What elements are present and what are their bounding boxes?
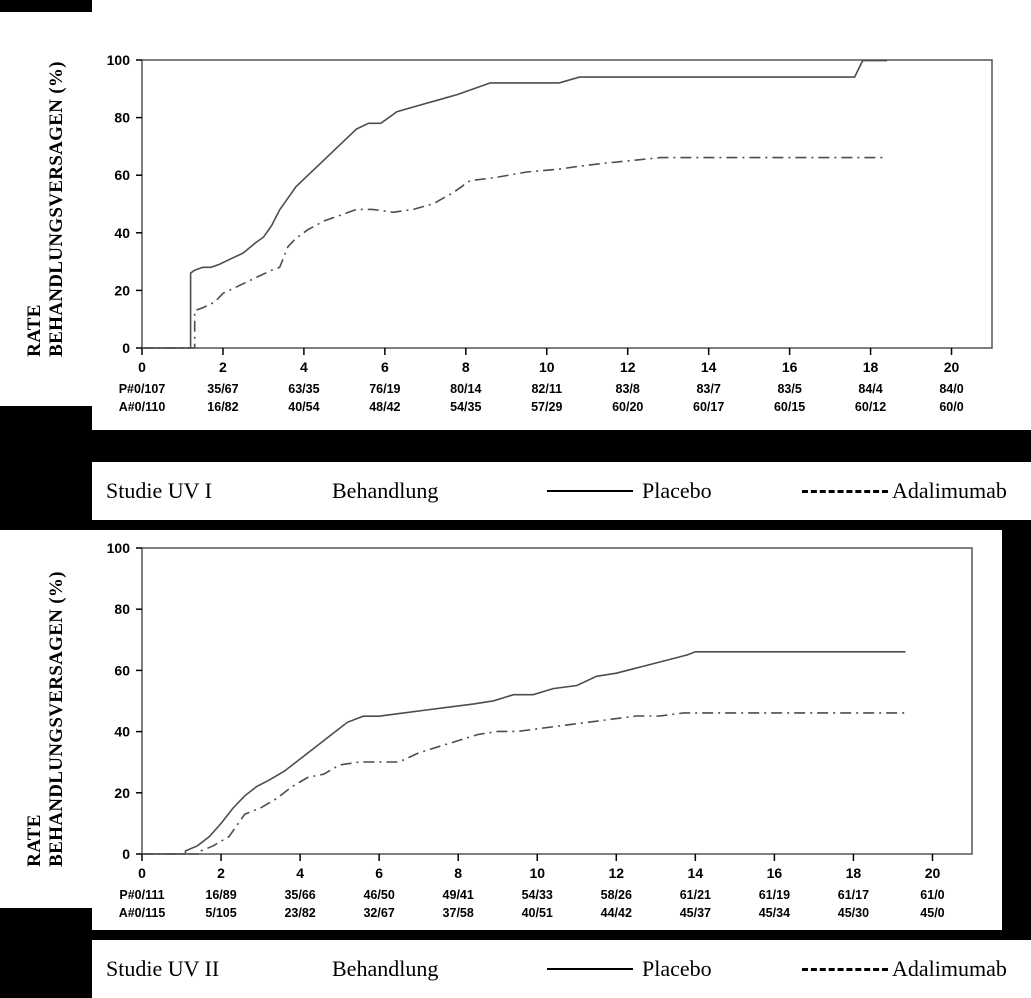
legend-solid-line-icon (547, 968, 633, 970)
x-axis-ticks (138, 348, 959, 375)
risk-row-label-0: P#0/111 (119, 888, 165, 902)
risk-cell: 37/58 (442, 906, 474, 920)
svg-text:100: 100 (106, 540, 130, 556)
study-label: Studie UV I (106, 478, 212, 503)
svg-text:8: 8 (461, 359, 470, 375)
risk-cell: 84/4 (858, 382, 883, 396)
risk-row-label-0: P#0/107 (118, 382, 166, 396)
y-axis-title-line1: RATE (24, 814, 46, 867)
risk-cell: 60/20 (612, 400, 644, 414)
svg-text:12: 12 (619, 359, 636, 375)
risk-cell: 54/33 (521, 888, 553, 902)
svg-text:2: 2 (217, 865, 225, 881)
svg-text:80: 80 (114, 109, 130, 126)
svg-text:18: 18 (862, 359, 879, 375)
svg-text:10: 10 (529, 865, 546, 881)
risk-cell: 40/54 (288, 400, 320, 414)
svg-text:14: 14 (700, 359, 717, 375)
svg-text:16: 16 (766, 865, 783, 881)
study-label: Studie UV II (106, 956, 220, 981)
risk-cell: 46/50 (363, 888, 395, 902)
risk-cell: 45/30 (837, 906, 870, 920)
svg-text:60: 60 (114, 662, 130, 679)
risk-cell: 82/11 (531, 382, 563, 396)
svg-text:20: 20 (114, 784, 130, 801)
x-axis-ticks (138, 854, 940, 881)
chart-svg-uv1 (92, 0, 1031, 430)
risk-cell: 16/82 (207, 400, 239, 414)
treatment-label: Behandlung (332, 478, 439, 503)
plot-frame (142, 548, 972, 854)
risk-cell: 58/26 (600, 888, 632, 902)
svg-text:80: 80 (114, 601, 130, 618)
y-axis-title-uv2 (0, 530, 92, 908)
risk-cell: 84/0 (939, 382, 964, 396)
risk-cell: 61/19 (758, 888, 791, 902)
svg-text:100: 100 (106, 52, 130, 68)
svg-text:12: 12 (608, 865, 625, 881)
risk-cell: 44/42 (600, 906, 632, 920)
y-axis-title-line1: RATE (24, 304, 46, 357)
risk-cell: 23/82 (284, 906, 316, 920)
legend-caption-uv1 (92, 462, 1031, 520)
svg-text:20: 20 (114, 282, 130, 299)
svg-text:0: 0 (138, 359, 146, 375)
svg-text:60: 60 (114, 167, 130, 184)
chart-svg-uv2 (92, 530, 1002, 930)
plot-area-uv1 (92, 0, 1031, 430)
svg-text:20: 20 (924, 865, 941, 881)
svg-text:4: 4 (296, 865, 304, 881)
svg-text:20: 20 (943, 359, 960, 375)
legend-caption-uv2 (92, 940, 1031, 998)
plot-area-uv2 (92, 530, 1002, 930)
legend-solid-line-icon (547, 490, 633, 492)
risk-cell: 61/21 (679, 888, 711, 902)
svg-text:0: 0 (122, 340, 130, 356)
risk-cell: 80/14 (450, 382, 482, 396)
risk-cell: 16/89 (205, 888, 237, 902)
risk-cell: 45/34 (758, 906, 791, 920)
risk-cell: 76/19 (369, 382, 401, 396)
svg-text:14: 14 (687, 865, 704, 881)
svg-text:4: 4 (300, 359, 308, 375)
legend-dashed-line-icon (802, 968, 888, 971)
risk-row-label-1: A#0/115 (118, 906, 166, 920)
risk-cell: 60/17 (693, 400, 725, 414)
risk-cell: 35/66 (284, 888, 316, 902)
risk-cell: 61/17 (837, 888, 870, 902)
legend-dashed-line-icon (802, 490, 888, 493)
risk-cell: 60/0 (939, 400, 964, 414)
risk-table (119, 382, 964, 414)
risk-cell: 60/15 (773, 400, 806, 414)
risk-cell: 49/41 (442, 888, 474, 902)
legend-adalimumab-label: Adalimumab (892, 956, 1007, 981)
risk-cell: 54/35 (450, 400, 482, 414)
svg-text:6: 6 (380, 359, 389, 375)
svg-text:40: 40 (114, 723, 130, 740)
svg-text:10: 10 (538, 359, 555, 375)
y-axis-title-line2: BEHANDLUNGSVERSAGEN (%) (46, 61, 68, 357)
svg-text:6: 6 (375, 865, 384, 881)
treatment-label: Behandlung (332, 956, 439, 981)
risk-cell: 83/8 (615, 382, 640, 396)
risk-cell: 40/51 (521, 906, 553, 920)
risk-cell: 57/29 (531, 400, 563, 414)
risk-cell: 35/67 (207, 382, 239, 396)
svg-text:18: 18 (845, 865, 862, 881)
risk-cell: 83/5 (777, 382, 802, 396)
risk-cell: 63/35 (288, 382, 320, 396)
chart-panel-uv2 (0, 530, 1031, 998)
svg-text:0: 0 (122, 846, 130, 862)
legend-placebo-label: Placebo (642, 956, 712, 981)
plot-frame (142, 60, 992, 348)
legend-adalimumab-label: Adalimumab (892, 478, 1007, 503)
risk-table (119, 888, 945, 920)
svg-text:8: 8 (454, 865, 463, 881)
svg-text:2: 2 (219, 359, 227, 375)
legend-placebo-label: Placebo (642, 478, 712, 503)
y-axis-ticks (107, 52, 142, 356)
risk-cell: 61/0 (920, 888, 945, 902)
risk-cell: 5/105 (205, 906, 237, 920)
risk-cell: 32/67 (363, 906, 395, 920)
risk-cell: 48/42 (369, 400, 401, 414)
y-axis-ticks (107, 540, 142, 862)
svg-text:16: 16 (781, 359, 798, 375)
risk-cell: 83/7 (696, 382, 721, 396)
risk-cell: 45/37 (679, 906, 711, 920)
risk-cell: 45/0 (920, 906, 945, 920)
y-axis-title-uv1 (0, 12, 92, 406)
svg-text:0: 0 (138, 865, 146, 881)
risk-row-label-1: A#0/110 (118, 400, 166, 414)
y-axis-title-line2: BEHANDLUNGSVERSAGEN (%) (46, 571, 68, 867)
risk-cell: 60/12 (854, 400, 887, 414)
svg-text:40: 40 (114, 224, 130, 241)
